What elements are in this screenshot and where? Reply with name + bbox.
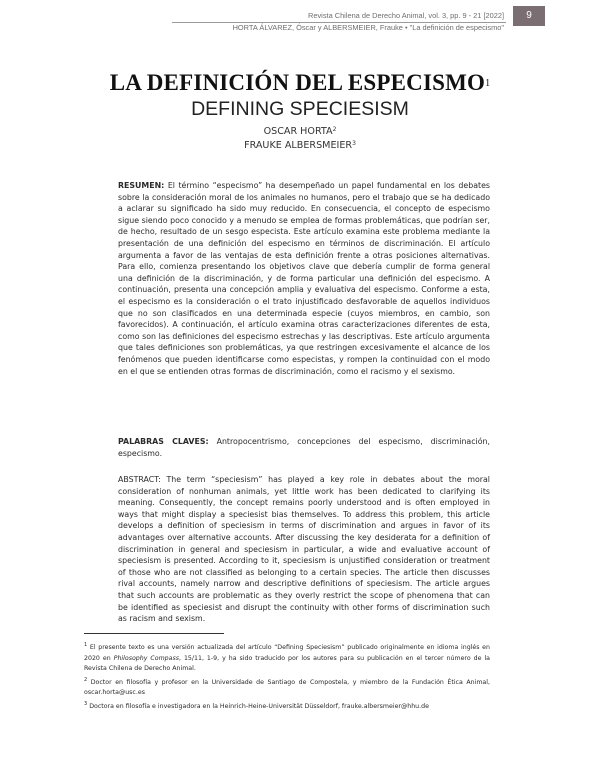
footnote-3 — [84, 699, 490, 713]
footnote-text-end: , 15/11, 1-9, y ha sido traducido por los autores para su publicación en el tercer número de la Revista Chilena de Derecho Animal. — [84, 654, 491, 673]
author-name: FRAUKE ALBERSMEIER — [244, 140, 353, 151]
title-text: LA DEFINICIÓN DEL ESPECISMO — [109, 70, 486, 95]
header-divider — [172, 22, 506, 23]
english-abstract-paragraph — [118, 474, 490, 625]
footnote-number: 3 — [84, 700, 88, 707]
footnote-text: Doctor en filosofía y profesor en la Universidade de Santiago de Compostela, y miembro de la Fundación Ética Animal, oscar.horta@usc.es — [84, 678, 490, 697]
english-title: DEFINING SPECIESISM — [191, 98, 409, 120]
footnote-2 — [84, 675, 490, 699]
footnote-text: El presente texto es una versión actualizada del artículo “Defining Speciesism” publicado originalmente en idioma inglés en 2020 en — [84, 644, 490, 662]
footnote-1 — [84, 640, 490, 675]
title-footnote-ref[interactable]: 1 — [485, 78, 491, 89]
footnote-journal: Philosophy Compass — [113, 654, 179, 662]
author-footnote-ref[interactable]: 2 — [332, 126, 337, 133]
footnotes — [84, 640, 490, 712]
resumen-text: El término “especismo” ha desempeñado un papel fundamental en los debates sobre la consideración moral de los animales no humanos, pero el trabajo que se ha dedicado a aclarar su significado ha sido muy reducido. En consecuencia, el concepto de especismo sigue siendo poco conocido y a menudo se emplea de formas problemáticas, que podrían ser, de hecho, resultado de un sesgo especista. Este artículo examina este problema mediante la presentación de una definición del especismo en términos de discriminación. El artículo argumenta a favor de las ventajas de esta definición frente a otras posiciones alternativas. Para ello, comienza presentando los objetivos clave que debería cumplir de forma general una definición de la discriminación, y de forma particular una definición del especismo. A continuación, presenta una concepción amplia y evaluativa del especismo. Conforme a esta, el especismo es la consideración o el trato injustificado desfavorable de aquellos individuos que no son clasificados en una determinada especie (cuyos miembros, en cambio, son favorecidos). A continuación, el artículo examina otras caracterizaciones diferentes de esta, como son las definiciones del especismo estrechas y las descriptivas. Este artículo argumenta que tales definiciones son problemáticas, ya que restringen excesivamente el alcance de los fenómenos que pueden identificarse como especistas, y rompen la continuidad con el modo en el que se entienden otras formas de discriminación, como el racismo y el sexismo. — [118, 181, 490, 376]
resumen-paragraph — [118, 180, 490, 377]
abstract-text: The term “speciesism” has played a key role in debates about the moral consideration of nonhuman animals, yet little work has been dedicated to clarifying its meaning. Consequently, the concept remains poorly understood and is often employed in ways that might display a speciesist bias themselves. To address this problem, this article develops a definition of speciesism in terms of discrimination and argues in favor of its advantages over alternative accounts. After discussing the key desiderata for a definition of discrimination in general and speciesism in particular, a wide and evaluative account of speciesism is presented. According to it, speciesism is unjustified consideration or treatment of those who are not classified as belonging to a certain species. The article then discusses rival accounts, namely narrow and descriptive definitions of speciesism. The article argues that such accounts are problematic as they overly restrict the scope of phenomena that can be identified as speciesist and disrupt the continuity with other forms of discrimination such as racism and sexism. — [118, 475, 490, 624]
author-footnote-ref[interactable]: 3 — [352, 140, 356, 147]
footnote-divider — [84, 633, 224, 634]
abstract-label: ABSTRACT: — [118, 475, 161, 484]
page-title — [0, 70, 600, 96]
footnote-text: Doctora en filosofía e investigadora en la Heinrich-Heine-Universität Düsseldorf, frauke.albersmeier@hhu.de — [89, 702, 429, 710]
keywords-label: PALABRAS CLAVES: — [118, 437, 209, 446]
author-1 — [0, 126, 600, 137]
author-name: OSCAR HORTA — [263, 126, 333, 137]
footnote-number: 1 — [84, 642, 88, 648]
footnote-number: 2 — [84, 676, 88, 683]
page-number-badge: 9 — [513, 6, 545, 26]
keywords-paragraph — [118, 436, 490, 459]
resumen-label: RESUMEN: — [118, 181, 165, 190]
author-2 — [0, 140, 600, 151]
journal-line: Revista Chilena de Derecho Animal, vol. 3, pp. 9 - 21 [2022] — [308, 11, 504, 20]
keywords-text: Antropocentrismo, concepciones del especismo, discriminación, especismo. — [118, 437, 490, 458]
authors-line: HORTA ÁLVAREZ, Óscar y ALBERSMEIER, Frauke • "La definición de especismo" — [232, 23, 504, 32]
